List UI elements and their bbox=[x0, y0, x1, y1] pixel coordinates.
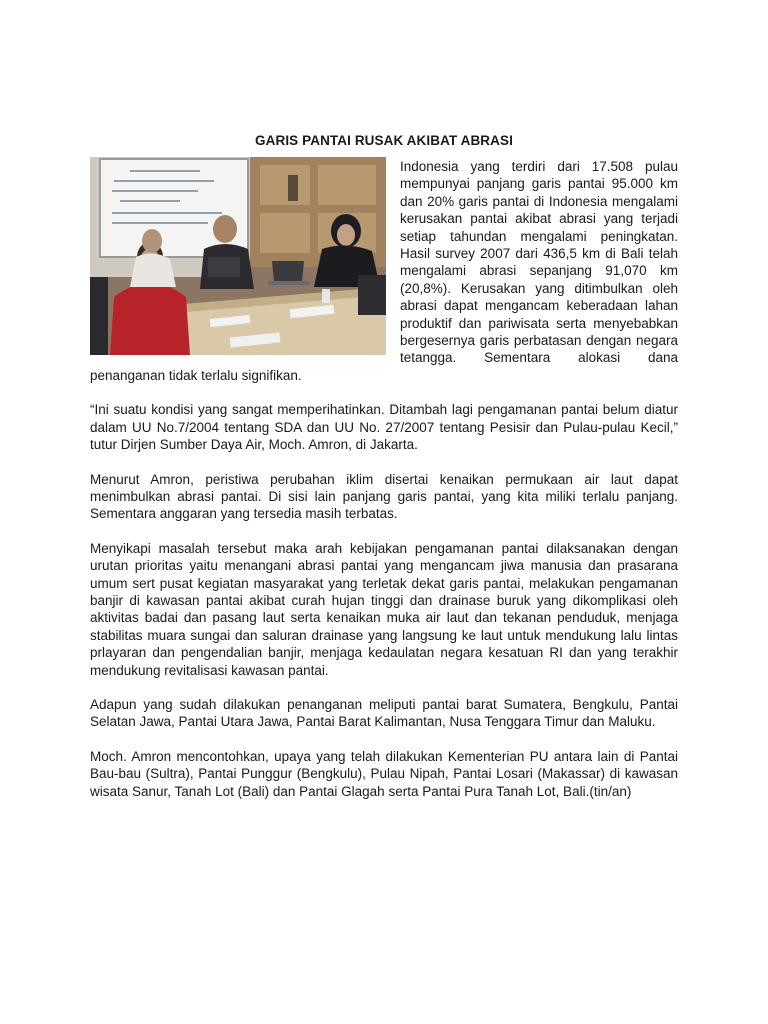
article-title: GARIS PANTAI RUSAK AKIBAT ABRASI bbox=[255, 133, 513, 148]
paragraph-1: Indonesia yang terdiri dari 17.508 pulau mempunyai panjang garis pantai 95.000 km dan 20% garis pantai di Indonesia mengalami kerusakan pantai akibat abrasi yang terjadi setiap tahundan mengalami peningkatan. Hasil survey 2007 dari 436,5 km di Bali telah mengalami abrasi sepanjang 91,070 km (20,8%). Kerusakan yang ditimbulkan oleh abrasi dapat mengancam keberadaan lahan produktif dan pariwisata serta menyebabkan bergesernya garis perbatasan dengan negara tetangga. Sementara alokasi dana penanganan tidak terlalu signifikan. bbox=[90, 159, 678, 383]
paragraph-2: “Ini suatu kondisi yang sangat memperihatinkan. Ditambah lagi pengamanan pantai belum diatur dalam UU No.7/2004 tentang SDA dan UU No. 27/2007 tentang Pesisir dan Pulau-pulau Kecil,” tutur Dirjen Sumber Daya Air, Moch. Amron, di Jakarta. bbox=[90, 402, 678, 453]
paragraph-3: Menurut Amron, peristiwa perubahan iklim disertai kenaikan permukaan air laut dapat menimbulkan abrasi pantai. Di sisi lain panjang garis pantai, yang kita miliki terlalu panjang. Sementara anggaran yang tersedia masih terbatas. bbox=[90, 471, 678, 522]
paragraph-5: Adapun yang sudah dilakukan penanganan meliputi pantai barat Sumatera, Bengkulu, Pantai Selatan Jawa, Pantai Utara Jawa, Pantai Barat Kalimantan, Nusa Tenggara Timur dan Maluku. bbox=[90, 696, 678, 730]
paragraph-6: Moch. Amron mencontohkan, upaya yang telah dilakukan Kementerian PU antara lain di Pantai Bau-bau (Sultra), Pantai Punggur (Bengkulu), Pulau Nipah, Pantai Losari (Makassar) di kawasan wisata Sanur, Tanah Lot (Bali) dan Pantai Glagah serta Pantai Pura Tanah Lot, Bali.(tin/an) bbox=[90, 748, 678, 799]
paragraph-4: Menyikapi masalah tersebut maka arah kebijakan pengamanan pantai dilaksanakan dengan urutan prioritas yaitu menangani abrasi pantai yang mengancam jiwa manusia dan prasarana umum sert pusat kegiatan masyarakat yang terletak dekat garis pantai, melakukan pengamanan banjir di kawasan pantai akibat curah hujan tinggi dan drainase buruk yang dikomplikasi oleh aktivitas badai dan pasang laut serta kenaikan muka air laut dan tekanan penduduk, menjaga stabilitas muara sungai dan saluran drainase yang langsung ke laut untuk mendukung lalu lintas prlayaran dan pengendalian banjir, menjaga kedaulatan negara kesatuan RI dan yang terakhir mendukung revitalisasi kawasan pantai. bbox=[90, 540, 678, 678]
meeting-photo-illustration bbox=[90, 157, 386, 355]
document-page bbox=[90, 0, 678, 817]
meeting-photo bbox=[90, 157, 386, 355]
